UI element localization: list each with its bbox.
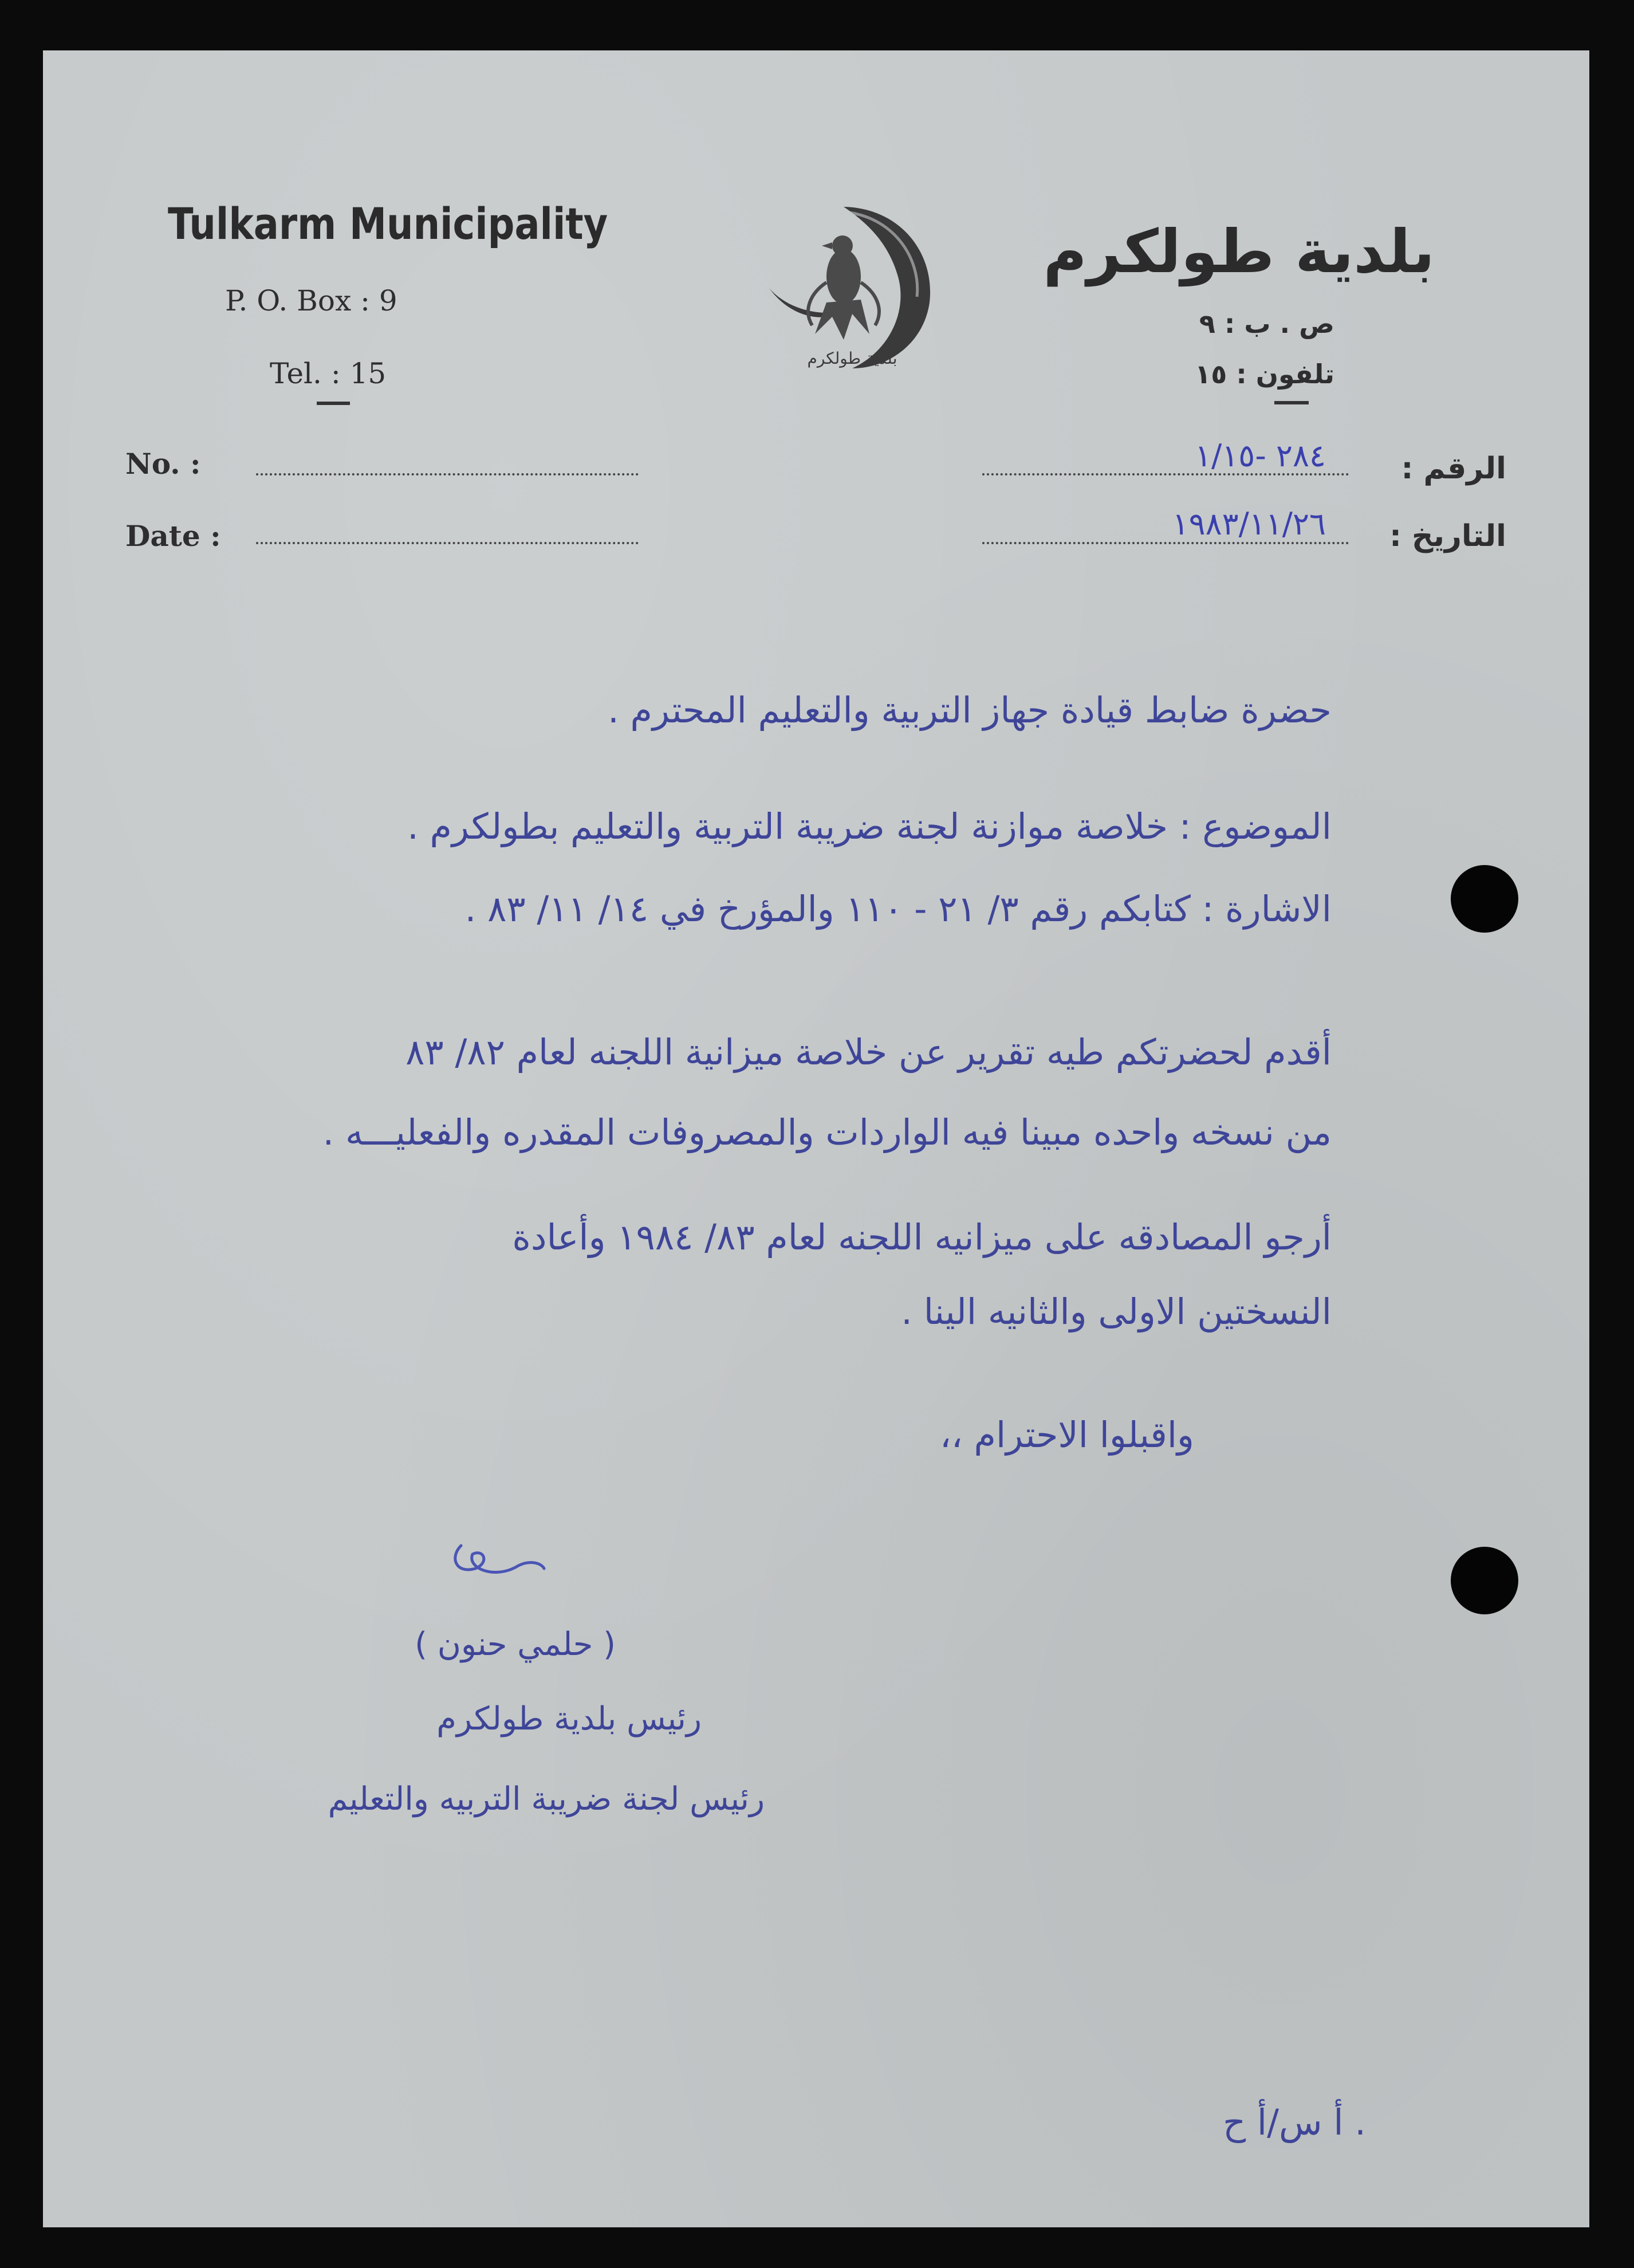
letterhead-english-pobox: P. O. Box : 9 xyxy=(225,284,397,317)
number-label-en: No. : xyxy=(125,447,201,481)
signatory-name: ( حلمي حنون ) xyxy=(415,1626,616,1663)
letterhead-arabic-tel: تلفون : ١٥ xyxy=(1195,359,1334,390)
paragraph1-line2: من نسخه واحده مبينا فيه الواردات والمصروفات المقدره والفعليـــه . xyxy=(322,1111,1332,1153)
date-label-ar: التاريخ : xyxy=(1389,519,1506,553)
letter-page xyxy=(43,50,1589,2227)
addressee-line: حضرة ضابط قيادة جهاز التربية والتعليم المحترم . xyxy=(608,689,1332,731)
reference-number: ٢٨٤ -١/١٥ xyxy=(1195,438,1326,474)
paragraph2-line1: أرجو المصادقه على ميزانيه اللجنه لعام ٨٣/ ١٩٨٤ وأعادة xyxy=(512,1216,1332,1258)
letter-date: ١٩٨٣/١١/٢٦ xyxy=(1172,506,1326,542)
typist-initials: أ س/أ ح . xyxy=(1223,2101,1366,2143)
punch-hole-upper xyxy=(1451,865,1518,933)
handwritten-signature xyxy=(444,1534,558,1597)
closing-line: واقبلوا الاحترام ،، xyxy=(939,1414,1194,1456)
number-label-ar: الرقم : xyxy=(1401,451,1506,486)
date-dotted-line-ar xyxy=(982,542,1349,544)
reference-line: الاشارة : كتابكم رقم ٣/ ٢١ - ١١٠ والمؤرخ في ١٤/ ١١/ ٨٣ . xyxy=(464,888,1332,930)
tel-underline-ar xyxy=(1274,401,1309,404)
letterhead-english-tel: Tel. : 15 xyxy=(270,357,387,390)
letterhead-english-name: Tulkarm Municipality xyxy=(168,198,608,249)
signatory-title-mayor: رئيس بلدية طولكرم xyxy=(436,1700,702,1738)
date-dotted-line-en xyxy=(256,542,639,544)
number-dotted-line-en xyxy=(256,473,639,475)
letterhead-arabic-pobox: ص . ب : ٩ xyxy=(1199,308,1334,339)
letterhead-arabic-name: بلدية طولكرم xyxy=(1043,217,1435,286)
tel-underline xyxy=(317,402,350,405)
punch-hole-lower xyxy=(1451,1547,1518,1614)
emblem-inscription: بلدية طولكرم xyxy=(807,349,897,368)
subject-line: الموضوع : خلاصة موازنة لجنة ضريبة التربية والتعليم بطولكرم . xyxy=(407,805,1332,847)
municipality-emblem-icon xyxy=(758,196,941,380)
date-label-en: Date : xyxy=(125,519,221,553)
paragraph2-line2: النسختين الاولى والثانيه الينا . xyxy=(901,1291,1332,1333)
signatory-title-committee: رئيس لجنة ضريبة التربيه والتعليم xyxy=(328,1780,765,1818)
paragraph1-line1: أقدم لحضرتكم طيه تقرير عن خلاصة ميزانية اللجنه لعام ٨٢/ ٨٣ xyxy=(405,1031,1332,1073)
